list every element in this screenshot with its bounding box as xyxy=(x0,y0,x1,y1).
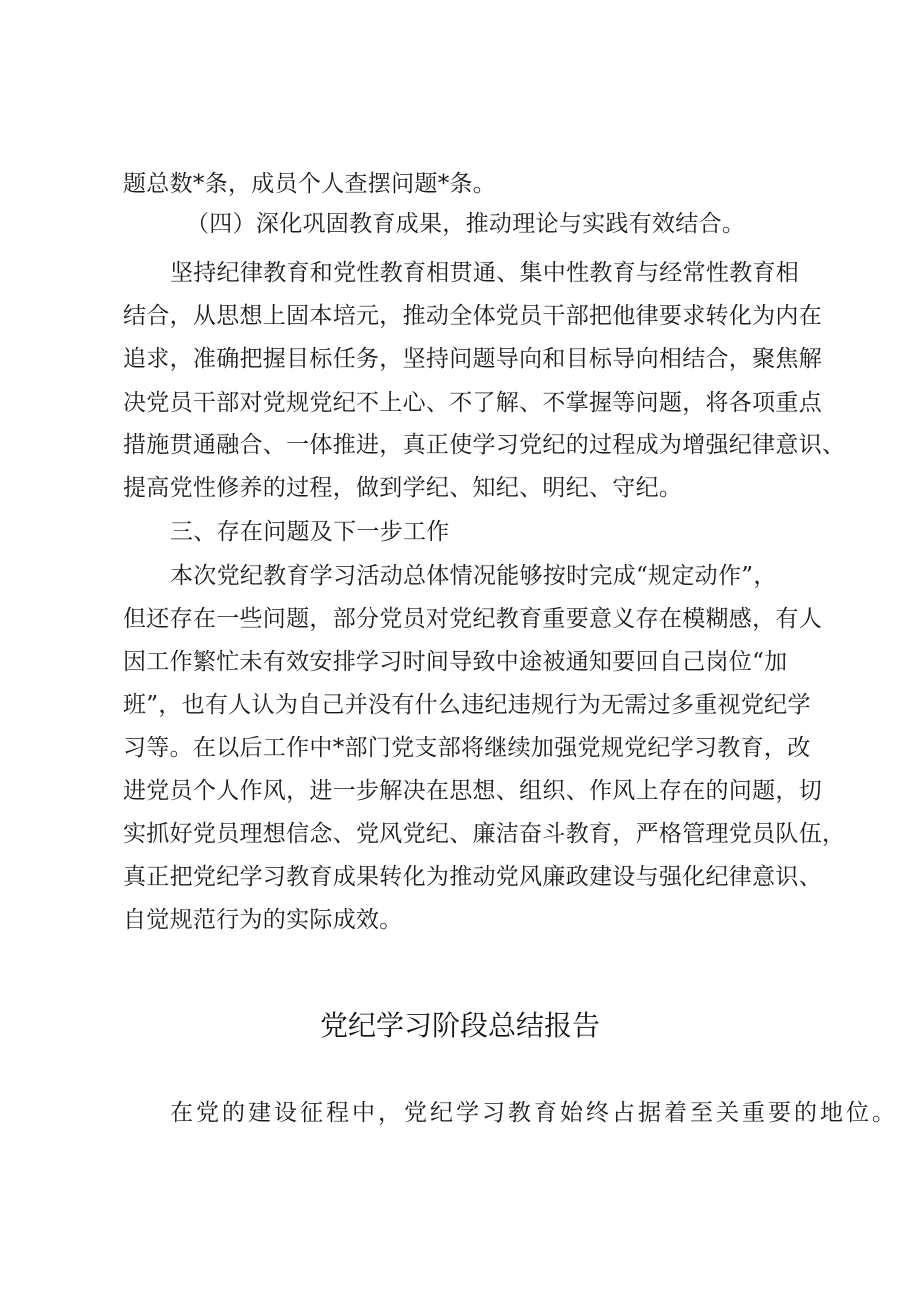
paragraph-line: 但还存在一些问题，部分党员对党纪教育重要意义存在模糊感，有人 xyxy=(123,606,822,632)
paragraph-line: 结合，从思想上固本培元，推动全体党员干部把他律要求转化为内在 xyxy=(123,303,822,329)
paragraph-line: 自觉规范行为的实际成效。 xyxy=(123,907,403,933)
paragraph-line: 班”，也有人认为自己并没有什么违纪违规行为无需过多重视党纪学 xyxy=(123,692,811,718)
paragraph-line: 措施贯通融合、一体推进，真正使学习党纪的过程成为增强纪律意识、 xyxy=(123,432,846,458)
section-heading: （四）深化巩固教育成果，推动理论与实践有效结合。 xyxy=(186,211,746,237)
paragraph-line: 追求，准确把握目标任务，坚持问题导向和目标导向相结合，聚焦解 xyxy=(123,346,822,372)
paragraph-line: 决党员干部对党规党纪不上心、不了解、不掌握等问题，将各项重点 xyxy=(123,390,822,416)
paragraph-line: 提高党性修养的过程，做到学纪、知纪、明纪、守纪。 xyxy=(123,475,683,501)
paragraph-line: 因工作繁忙未有效安排学习时间导致中途被通知要回自己岗位“加 xyxy=(123,649,788,675)
document-title: 党纪学习阶段总结报告 xyxy=(319,1009,600,1042)
paragraph-line: 题总数*条，成员个人查摆问题*条。 xyxy=(123,171,497,197)
paragraph-line: 本次党纪教育学习活动总体情况能够按时完成“规定动作”， xyxy=(170,563,777,589)
intro-line: 在党的建设征程中，党纪学习教育始终占据着至关重要的地位。 xyxy=(170,1100,898,1126)
paragraph-line: 进党员个人作风，进一步解决在思想、组织、作风上存在的问题，切 xyxy=(123,778,822,804)
paragraph-line: 实抓好党员理想信念、党风党纪、廉洁奋斗教育，严格管理党员队伍， xyxy=(123,821,846,847)
section-heading: 三、存在问题及下一步工作 xyxy=(170,519,450,545)
paragraph-line: 习等。在以后工作中*部门党支部将继续加强党规党纪学习教育，改 xyxy=(123,735,811,761)
paragraph-line: 真正把党纪学习教育成果转化为推动党风廉政建设与强化纪律意识、 xyxy=(123,864,822,890)
paragraph-line: 坚持纪律教育和党性教育相贯通、集中性教育与经常性教育相 xyxy=(170,260,800,286)
